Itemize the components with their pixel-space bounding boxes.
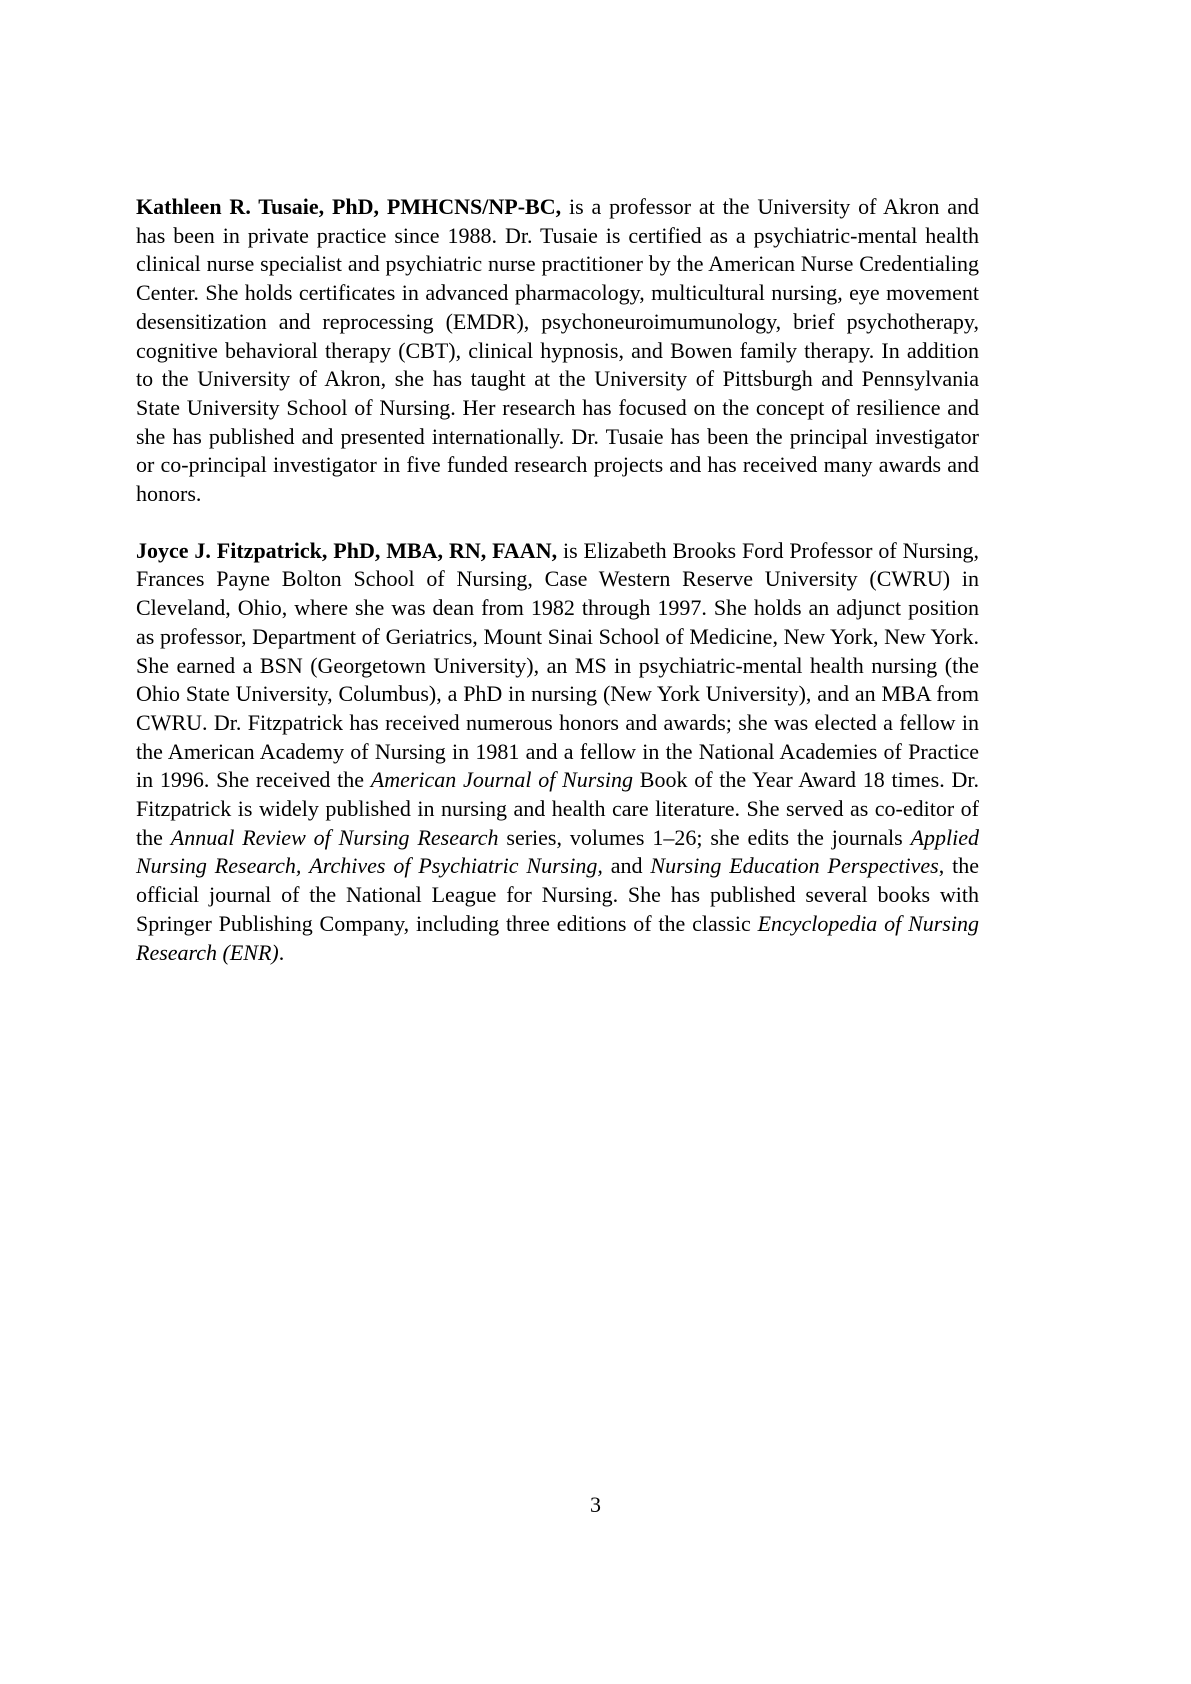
text-segment: is Elizabeth Brooks Ford Professor of Nursing, Frances Payne Bolton School of Nursing, Case Western Reserve University (CWRU) in Cleveland, Ohio, where she was dean from 1982 through 1997. She holds an adjunct position as professor, Department of Geriatrics, Mount Sinai School of Medicine, New York, New York. She earned a BSN (Georgetown University), an MS in psychiatric-mental health nursing (the Ohio State University, Columbus), a PhD in nursing (New York University), and an MBA from CWRU. Dr. Fitzpatrick has received numerous honors and awards; she was elected a fellow in the American Academy of Nursing in 1981 and a fellow in the National Academies of Practice in 1996. She received the: [136, 537, 979, 793]
text-segment: Book of the Year Award 18 times. Dr. Fitzpatrick is widely published in nursing and health care literature. She served as co-editor of the: [136, 767, 979, 850]
text-segment: Applied Nursing Research,: [136, 824, 979, 879]
text-segment: is a professor at the University of Akron and has been in private practice since 1988. Dr. Tusaie is certified as a psychiatric-mental health clinical nurse specialist and psychiatric nurse practitioner by the American Nurse Credentialing Center. She holds certificates in advanced pharmacology, multicultural nursing, eye movement desensitization and reprocessing (EMDR), psychoneuroimumunology, brief psychotherapy, cognitive behavioral therapy (CBT), clinical hypnosis, and Bowen family therapy. In addition to the University of Akron, she has taught at the University of Pittsburgh and Pennsylvania State University School of Nursing. Her research has focused on the concept of resilience and she has published and presented internationally. Dr. Tusaie has been the principal investigator or co-principal investigator in five funded research projects and has received many awards and honors.: [136, 194, 979, 507]
text-segment: Annual Review of Nursing Research: [170, 824, 499, 850]
text-segment: and: [602, 853, 651, 879]
text-segment: series, volumes 1–26; she edits the journals: [498, 824, 911, 850]
text-segment: Archives of Psychiatric Nursing,: [309, 853, 603, 879]
bio-paragraph: [136, 193, 979, 509]
text-segment: , the official journal of the National League for Nursing. She has published several books with Springer Publishing Company, including three editions of the classic: [136, 853, 980, 936]
author-bios-section: [136, 193, 979, 967]
text-segment: .: [278, 939, 285, 965]
bio-paragraph: [136, 537, 979, 968]
text-segment: Nursing Education Perspectives: [650, 853, 939, 879]
text-segment: American Journal of Nursing: [370, 767, 634, 793]
text-segment: Encyclopedia of Nursing Research (ENR): [136, 910, 979, 965]
author-name: Joyce J. Fitzpatrick, PhD, MBA, RN, FAAN,: [136, 537, 563, 563]
author-name: Kathleen R. Tusaie, PhD, PMHCNS/NP-BC,: [136, 194, 569, 219]
page-number: 3: [590, 1492, 601, 1517]
